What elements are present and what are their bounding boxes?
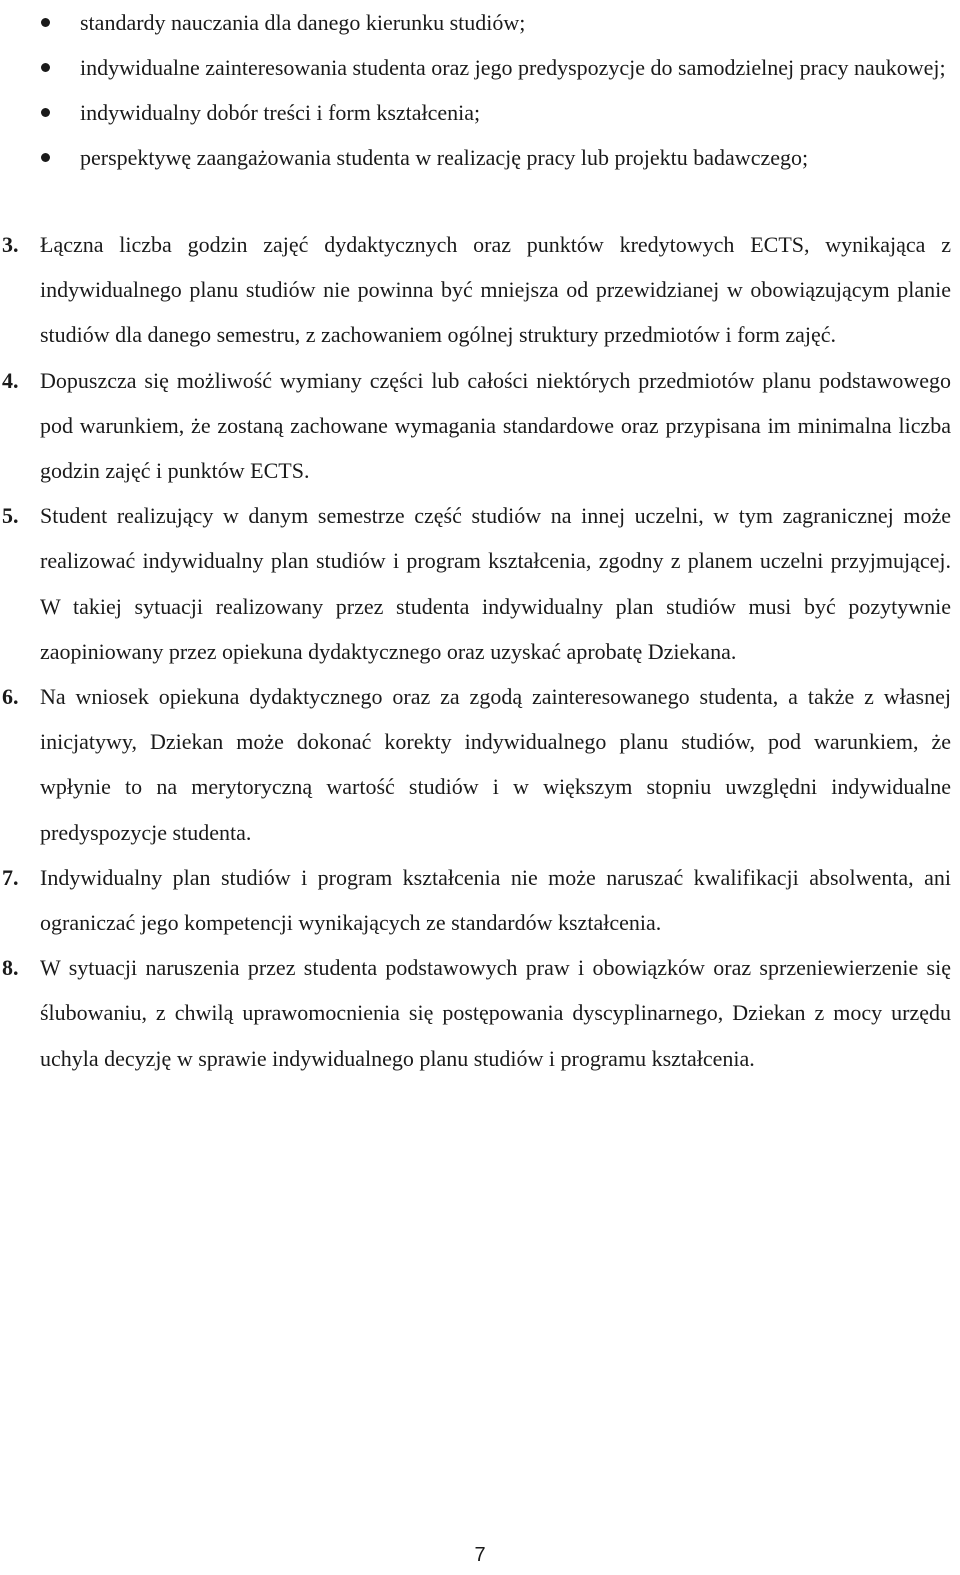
bullet-dot-icon	[41, 63, 50, 72]
bullet-item	[0, 45, 950, 90]
paragraph-number: 7.	[2, 864, 19, 890]
paragraph-number: 5.	[2, 503, 19, 529]
bullet-item	[0, 90, 950, 135]
paragraph-text: Łączna liczba godzin zajęć dydaktycznych oraz punktów kredytowych ECTS, wynikająca z indywidualnego planu studiów nie powinna być mniejsza od przewidzianej w obowiązującym planie studiów dla danego semestru, z zachowaniem ogólnej struktury przedmiotów i form zajęć.	[40, 232, 951, 348]
bullet-text: perspektywę zaangażowania studenta w realizację pracy lub projektu badawczego;	[80, 145, 809, 170]
bullet-text: indywidualne zainteresowania studenta oraz jego predyspozycje do samodzielnej pracy naukowej;	[80, 55, 946, 80]
page-number: 7	[474, 1544, 486, 1566]
bullet-item	[0, 135, 950, 180]
paragraph-item-7	[0, 855, 951, 945]
bullet-dot-icon	[41, 153, 50, 162]
paragraph-item-4	[0, 358, 951, 494]
bullet-text: indywidualny dobór treści i form kształcenia;	[80, 100, 481, 125]
paragraph-number: 4.	[2, 367, 19, 393]
numbered-paragraph-list	[0, 222, 960, 1081]
bullet-dot-icon	[41, 108, 50, 117]
paragraph-text: Na wniosek opiekuna dydaktycznego oraz za zgodą zainteresowanego studenta, a także z własnej inicjatywy, Dziekan może dokonać korekty indywidualnego planu studiów, pod warunkiem, że wpłynie to na merytoryczną wartość studiów i w większym stopniu uwzględni indywidualne predyspozycje studenta.	[40, 684, 951, 845]
paragraph-item-8	[0, 945, 951, 1081]
paragraph-text: W sytuacji naruszenia przez studenta podstawowych praw i obowiązków oraz sprzeniewierzenie się ślubowaniu, z chwilą uprawomocnienia się postępowania dyscyplinarnego, Dziekan z mocy urzędu uchyla decyzję w sprawie indywidualnego planu studiów i programu kształcenia.	[40, 955, 951, 1071]
paragraph-number: 8.	[2, 955, 19, 981]
paragraph-text: Indywidualny plan studiów i program kształcenia nie może naruszać kwalifikacji absolwenta, ani ograniczać jego kompetencji wynikających ze standardów kształcenia.	[40, 864, 951, 936]
bullet-item	[0, 0, 950, 45]
paragraph-item-6	[0, 674, 951, 855]
paragraph-item-3	[0, 222, 951, 358]
bullet-list	[0, 0, 960, 180]
paragraph-text: Dopuszcza się możliwość wymiany części lub całości niektórych przedmiotów planu podstawowego pod warunkiem, że zostaną zachowane wymagania standardowe oraz przypisana im minimalna liczba godzin zajęć i punktów ECTS.	[40, 367, 951, 484]
paragraph-number: 6.	[2, 684, 19, 710]
paragraph-text: Student realizujący w danym semestrze część studiów na innej uczelni, w tym zagranicznej może realizować indywidualny plan studiów i program kształcenia, zgodny z planem uczelni przyjmującej. W takiej sytuacji realizowany przez studenta indywidualny plan studiów musi być pozytywnie zaopiniowany przez opiekuna dydaktycznego oraz uzyskać aprobatę Dziekana.	[40, 503, 951, 664]
paragraph-item-5	[0, 493, 951, 674]
paragraph-number: 3.	[2, 232, 19, 257]
bullet-dot-icon	[41, 18, 50, 27]
bullet-text: standardy nauczania dla danego kierunku studiów;	[80, 10, 526, 35]
